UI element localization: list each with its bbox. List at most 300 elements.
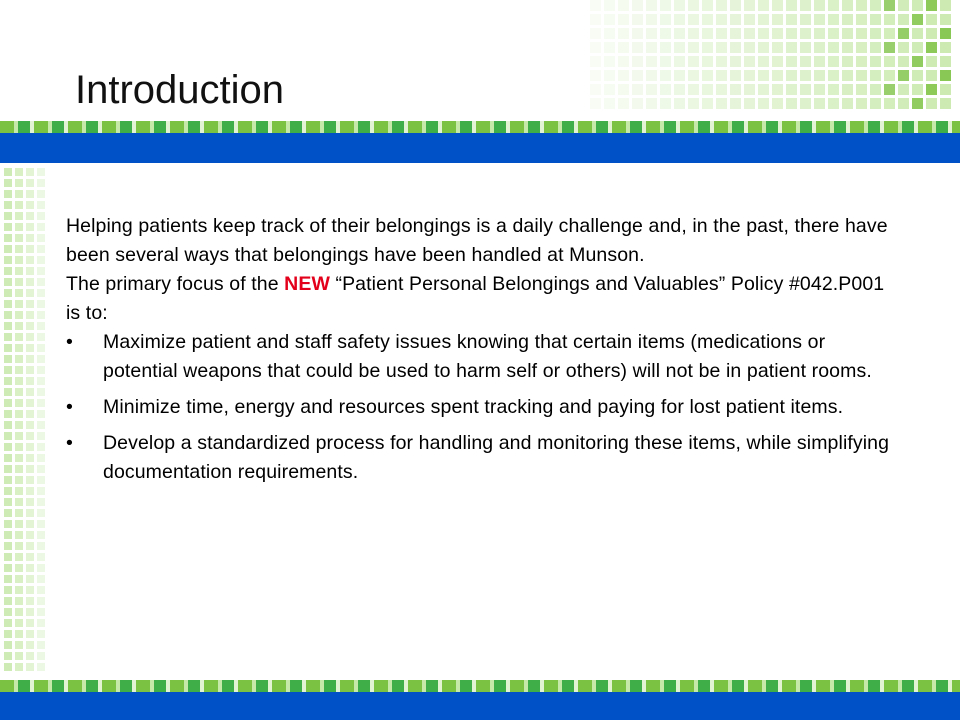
grid-square xyxy=(37,245,45,253)
grid-square xyxy=(660,0,671,11)
grid-square xyxy=(15,201,23,209)
grid-square xyxy=(15,333,23,341)
grid-square xyxy=(618,42,629,53)
grid-square xyxy=(604,56,615,67)
grid-square xyxy=(814,42,825,53)
grid-square xyxy=(884,84,895,95)
grid-square xyxy=(828,70,839,81)
grid-square xyxy=(26,267,34,275)
grid-square xyxy=(660,14,671,25)
grid-square xyxy=(926,84,937,95)
grid-square xyxy=(730,0,741,11)
grid-square xyxy=(4,212,12,220)
grid-square xyxy=(898,0,909,11)
grid-square xyxy=(26,652,34,660)
grid-square xyxy=(37,322,45,330)
bullet-icon: • xyxy=(66,331,73,353)
grid-square xyxy=(15,608,23,616)
grid-square xyxy=(4,520,12,528)
grid-square xyxy=(660,42,671,53)
grid-square xyxy=(856,14,867,25)
grid-square xyxy=(15,179,23,187)
grid-square xyxy=(15,212,23,220)
grid-square xyxy=(37,597,45,605)
grid-square xyxy=(730,42,741,53)
grid-square xyxy=(26,432,34,440)
grid-square xyxy=(37,542,45,550)
grid-square xyxy=(688,84,699,95)
grid-square xyxy=(912,28,923,39)
grid-square xyxy=(688,0,699,11)
grid-square xyxy=(940,28,951,39)
grid-square xyxy=(590,42,601,53)
grid-square xyxy=(688,70,699,81)
grid-square xyxy=(786,84,797,95)
grid-square xyxy=(744,98,755,109)
grid-square xyxy=(744,56,755,67)
grid-square xyxy=(702,70,713,81)
grid-square xyxy=(674,84,685,95)
grid-square xyxy=(688,42,699,53)
grid-square xyxy=(26,201,34,209)
grid-square xyxy=(604,84,615,95)
grid-square xyxy=(37,652,45,660)
grid-square xyxy=(37,333,45,341)
grid-square xyxy=(884,70,895,81)
grid-square xyxy=(940,56,951,67)
grid-square xyxy=(618,28,629,39)
grid-square xyxy=(674,0,685,11)
grid-square xyxy=(37,366,45,374)
grid-square xyxy=(15,245,23,253)
grid-square xyxy=(618,0,629,11)
grid-square xyxy=(15,531,23,539)
grid-square xyxy=(870,28,881,39)
grid-square xyxy=(4,443,12,451)
grid-square xyxy=(15,289,23,297)
grid-square xyxy=(800,42,811,53)
grid-square xyxy=(702,42,713,53)
grid-square xyxy=(632,42,643,53)
grid-square xyxy=(856,98,867,109)
grid-square xyxy=(26,256,34,264)
grid-square xyxy=(702,28,713,39)
grid-square xyxy=(26,564,34,572)
grid-square xyxy=(632,28,643,39)
grid-square xyxy=(37,179,45,187)
bottom-green-stripe xyxy=(0,680,960,692)
grid-square xyxy=(786,70,797,81)
grid-square xyxy=(4,267,12,275)
grid-square xyxy=(898,56,909,67)
grid-square xyxy=(800,56,811,67)
grid-square xyxy=(26,597,34,605)
list-item xyxy=(66,328,896,386)
grid-square xyxy=(758,14,769,25)
grid-square xyxy=(15,344,23,352)
grid-square xyxy=(898,70,909,81)
grid-square xyxy=(842,98,853,109)
grid-square xyxy=(898,28,909,39)
grid-square xyxy=(26,465,34,473)
grid-square xyxy=(4,234,12,242)
grid-square xyxy=(604,0,615,11)
grid-square xyxy=(26,586,34,594)
grid-square xyxy=(15,542,23,550)
grid-square xyxy=(646,70,657,81)
grid-square xyxy=(37,564,45,572)
grid-square xyxy=(758,98,769,109)
grid-square xyxy=(26,641,34,649)
grid-square xyxy=(37,476,45,484)
grid-square xyxy=(37,344,45,352)
grid-square xyxy=(15,399,23,407)
grid-square xyxy=(26,311,34,319)
grid-square xyxy=(786,14,797,25)
grid-square xyxy=(856,84,867,95)
grid-square xyxy=(800,70,811,81)
grid-square xyxy=(702,14,713,25)
grid-square xyxy=(772,42,783,53)
grid-square xyxy=(4,641,12,649)
grid-square xyxy=(4,311,12,319)
grid-square xyxy=(37,388,45,396)
grid-square xyxy=(37,190,45,198)
grid-square xyxy=(4,454,12,462)
grid-square xyxy=(15,663,23,671)
grid-square xyxy=(15,267,23,275)
grid-square xyxy=(15,278,23,286)
grid-square xyxy=(758,56,769,67)
grid-square xyxy=(800,0,811,11)
grid-square xyxy=(940,42,951,53)
grid-square xyxy=(15,476,23,484)
bullet-icon: • xyxy=(66,396,73,418)
grid-square xyxy=(26,421,34,429)
grid-square xyxy=(37,234,45,242)
grid-square xyxy=(926,70,937,81)
grid-square xyxy=(786,56,797,67)
grid-square xyxy=(772,56,783,67)
grid-square xyxy=(912,70,923,81)
grid-square xyxy=(632,0,643,11)
grid-square xyxy=(4,498,12,506)
grid-square xyxy=(26,212,34,220)
grid-square xyxy=(4,597,12,605)
grid-square xyxy=(730,70,741,81)
grid-square xyxy=(15,498,23,506)
top-blue-band xyxy=(0,133,960,163)
grid-square xyxy=(26,223,34,231)
grid-square xyxy=(702,56,713,67)
grid-square xyxy=(912,14,923,25)
grid-square xyxy=(26,377,34,385)
grid-square xyxy=(26,234,34,242)
grid-square xyxy=(786,28,797,39)
grid-square xyxy=(646,56,657,67)
grid-square xyxy=(618,56,629,67)
decorative-left-grid xyxy=(0,168,48,678)
grid-square xyxy=(660,98,671,109)
grid-square xyxy=(37,641,45,649)
grid-square xyxy=(842,42,853,53)
grid-square xyxy=(758,70,769,81)
grid-square xyxy=(4,564,12,572)
grid-square xyxy=(37,256,45,264)
grid-square xyxy=(15,564,23,572)
grid-square xyxy=(716,0,727,11)
grid-square xyxy=(870,98,881,109)
grid-square xyxy=(618,98,629,109)
grid-square xyxy=(4,333,12,341)
grid-square xyxy=(744,0,755,11)
grid-square xyxy=(870,84,881,95)
grid-square xyxy=(15,641,23,649)
grid-square xyxy=(4,432,12,440)
grid-square xyxy=(26,300,34,308)
grid-square xyxy=(4,663,12,671)
grid-square xyxy=(898,42,909,53)
grid-square xyxy=(37,311,45,319)
grid-square xyxy=(26,168,34,176)
grid-square xyxy=(898,14,909,25)
grid-square xyxy=(912,98,923,109)
grid-square xyxy=(37,663,45,671)
grid-square xyxy=(884,56,895,67)
grid-square xyxy=(870,70,881,81)
grid-square xyxy=(37,278,45,286)
grid-square xyxy=(730,14,741,25)
grid-square xyxy=(26,289,34,297)
grid-square xyxy=(828,14,839,25)
grid-square xyxy=(4,300,12,308)
grid-square xyxy=(4,531,12,539)
grid-square xyxy=(15,190,23,198)
grid-square xyxy=(37,300,45,308)
grid-square xyxy=(856,56,867,67)
grid-square xyxy=(15,630,23,638)
grid-square xyxy=(15,432,23,440)
grid-square xyxy=(590,14,601,25)
grid-square xyxy=(4,421,12,429)
grid-square xyxy=(590,98,601,109)
grid-square xyxy=(744,28,755,39)
grid-square xyxy=(758,42,769,53)
grid-square xyxy=(730,28,741,39)
grid-square xyxy=(674,14,685,25)
grid-square xyxy=(4,586,12,594)
grid-square xyxy=(4,410,12,418)
grid-square xyxy=(856,42,867,53)
grid-square xyxy=(37,454,45,462)
grid-square xyxy=(772,0,783,11)
grid-square xyxy=(940,70,951,81)
decorative-top-grid xyxy=(590,0,960,125)
grid-square xyxy=(688,14,699,25)
grid-square xyxy=(4,487,12,495)
grid-square xyxy=(772,84,783,95)
grid-square xyxy=(884,98,895,109)
grid-square xyxy=(15,355,23,363)
grid-square xyxy=(716,28,727,39)
grid-square xyxy=(716,56,727,67)
grid-square xyxy=(814,98,825,109)
grid-square xyxy=(37,443,45,451)
grid-square xyxy=(702,98,713,109)
grid-square xyxy=(590,28,601,39)
grid-square xyxy=(772,14,783,25)
grid-square xyxy=(744,70,755,81)
grid-square xyxy=(674,28,685,39)
grid-square xyxy=(646,14,657,25)
grid-square xyxy=(4,366,12,374)
focus-text-after: “Patient Personal Belongings and Valuables” Policy #042.P001 is to: xyxy=(66,273,885,324)
grid-square xyxy=(828,84,839,95)
grid-square xyxy=(15,465,23,473)
grid-square xyxy=(4,652,12,660)
grid-square xyxy=(26,344,34,352)
grid-square xyxy=(4,344,12,352)
grid-square xyxy=(898,98,909,109)
new-highlight: NEW xyxy=(284,273,330,295)
grid-square xyxy=(15,322,23,330)
grid-square xyxy=(26,498,34,506)
grid-square xyxy=(37,223,45,231)
grid-square xyxy=(716,98,727,109)
grid-square xyxy=(800,14,811,25)
grid-square xyxy=(940,98,951,109)
grid-square xyxy=(716,84,727,95)
grid-square xyxy=(884,28,895,39)
grid-square xyxy=(926,28,937,39)
grid-square xyxy=(604,98,615,109)
grid-square xyxy=(37,399,45,407)
grid-square xyxy=(912,84,923,95)
slide-title: Introduction xyxy=(75,68,285,112)
grid-square xyxy=(814,84,825,95)
grid-square xyxy=(674,56,685,67)
grid-square xyxy=(15,366,23,374)
grid-square xyxy=(856,70,867,81)
grid-square xyxy=(26,278,34,286)
grid-square xyxy=(856,0,867,11)
grid-square xyxy=(26,520,34,528)
focus-paragraph xyxy=(66,270,896,328)
grid-square xyxy=(884,42,895,53)
grid-square xyxy=(26,531,34,539)
grid-square xyxy=(37,586,45,594)
grid-square xyxy=(26,663,34,671)
grid-square xyxy=(926,56,937,67)
grid-square xyxy=(37,201,45,209)
grid-square xyxy=(814,0,825,11)
grid-square xyxy=(618,14,629,25)
grid-square xyxy=(4,355,12,363)
grid-square xyxy=(856,28,867,39)
grid-square xyxy=(26,487,34,495)
grid-square xyxy=(926,42,937,53)
grid-square xyxy=(37,168,45,176)
grid-square xyxy=(26,333,34,341)
grid-square xyxy=(590,70,601,81)
grid-square xyxy=(618,70,629,81)
grid-square xyxy=(842,0,853,11)
grid-square xyxy=(26,454,34,462)
grid-square xyxy=(4,476,12,484)
grid-square xyxy=(842,14,853,25)
grid-square xyxy=(828,42,839,53)
grid-square xyxy=(674,98,685,109)
intro-paragraph: Helping patients keep track of their belongings is a daily challenge and, in the past, there have been several ways that belongings have been handled at Munson. xyxy=(66,215,888,266)
grid-square xyxy=(4,542,12,550)
grid-square xyxy=(37,498,45,506)
grid-square xyxy=(37,465,45,473)
grid-square xyxy=(842,28,853,39)
grid-square xyxy=(15,520,23,528)
grid-square xyxy=(786,0,797,11)
grid-square xyxy=(26,443,34,451)
grid-square xyxy=(15,234,23,242)
grid-square xyxy=(646,42,657,53)
grid-square xyxy=(926,98,937,109)
grid-square xyxy=(37,531,45,539)
grid-square xyxy=(702,0,713,11)
grid-square xyxy=(15,487,23,495)
grid-square xyxy=(828,56,839,67)
grid-square xyxy=(26,245,34,253)
grid-square xyxy=(800,84,811,95)
grid-square xyxy=(37,267,45,275)
grid-square xyxy=(15,586,23,594)
grid-square xyxy=(660,56,671,67)
grid-square xyxy=(15,454,23,462)
grid-square xyxy=(37,553,45,561)
grid-square xyxy=(842,84,853,95)
grid-square xyxy=(26,476,34,484)
grid-square xyxy=(758,28,769,39)
grid-square xyxy=(744,14,755,25)
grid-square xyxy=(15,256,23,264)
grid-square xyxy=(912,56,923,67)
grid-square xyxy=(4,256,12,264)
grid-square xyxy=(4,399,12,407)
grid-square xyxy=(4,509,12,517)
grid-square xyxy=(4,168,12,176)
grid-square xyxy=(646,98,657,109)
grid-square xyxy=(688,28,699,39)
grid-square xyxy=(786,98,797,109)
grid-square xyxy=(15,377,23,385)
list-item xyxy=(66,429,896,487)
grid-square xyxy=(4,322,12,330)
grid-square xyxy=(688,56,699,67)
grid-square xyxy=(884,14,895,25)
grid-square xyxy=(786,42,797,53)
grid-square xyxy=(15,553,23,561)
grid-square xyxy=(26,388,34,396)
grid-square xyxy=(716,42,727,53)
grid-square xyxy=(26,553,34,561)
grid-square xyxy=(26,399,34,407)
list-item-text: Minimize time, energy and resources spent tracking and paying for lost patient items. xyxy=(103,396,844,418)
grid-square xyxy=(4,190,12,198)
grid-square xyxy=(26,366,34,374)
grid-square xyxy=(590,0,601,11)
grid-square xyxy=(828,98,839,109)
grid-square xyxy=(37,212,45,220)
grid-square xyxy=(15,652,23,660)
grid-square xyxy=(37,432,45,440)
